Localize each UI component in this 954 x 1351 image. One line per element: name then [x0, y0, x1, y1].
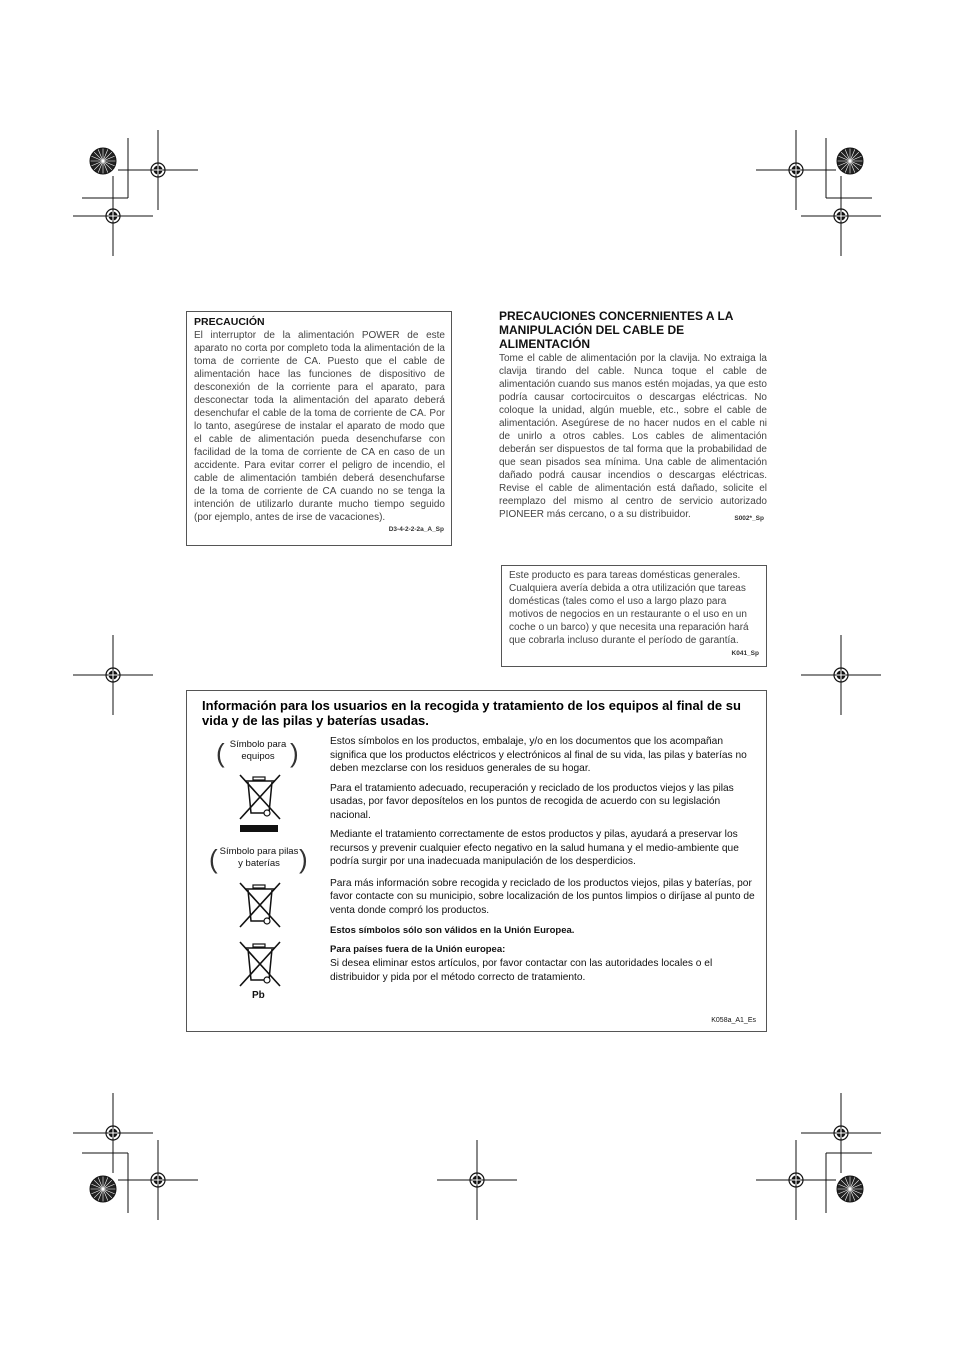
disposal-paragraph: Para más información sobre recogida y reciclado de los productos viejos, pilas y baterías, por favor contacte con su municipio, sobre localización de los puntos limpios o diríjase al punto de venta donde compró los productos.	[330, 877, 755, 916]
crossed-bin-batteries-icon	[236, 881, 284, 933]
disposal-title: Información para los usuarios en la recogida y tratamiento de los equipos al final de su vida y de las pilas y baterías usadas.	[202, 698, 741, 728]
left-paren-icon: (	[216, 738, 225, 768]
disposal-code: K058a_A1_Es	[711, 1017, 756, 1024]
domestic-use-box	[501, 565, 767, 667]
cable-section-text: Tome el cable de alimentación por la clavija. No extraiga la clavija tirando del cable. Nunca toque el cable de alimentación cuando sus manos estén mojadas, ya que esto podría causar cortocircuitos o descargas eléctricas. No coloque la unidad, algún mueble, etc., sobre el cable de alimentación. Asegúrese de no hacer nudos en el cable ni de unirlo a otros cables. Los cables de alimentación deberán ser dispuestos de tal forma que la probabilidad de que sean pisados sea mínima. Una cable de alimentación dañado podrá causar incendios o descargas eléctricas. Revise el cable de alimentación está dañado, solicite el reemplazo del mismo al centro de servicio autorizado PIONEER más cercano, o a su distribuidor.	[499, 353, 767, 520]
right-paren-icon: )	[299, 844, 308, 874]
cable-section	[499, 309, 767, 521]
caution-title: PRECAUCIÓN	[194, 316, 265, 328]
crossed-bin-equipment-icon	[236, 773, 284, 835]
disposal-paragraph: Estos símbolos en los productos, embalaje, y/o en los documentos que los acompañan significa que los productos eléctricos y electrónicos al final de su vida, las pilas y baterías no deben mezclarse con los residuos generales de su hogar.	[330, 736, 747, 774]
disposal-info-box	[186, 690, 767, 1032]
caution-code: D3-4-2-2-2a_A_Sp	[388, 526, 444, 533]
outside-eu-text: Si desea eliminar estos artículos, por favor contactar con las autoridades locales o el distribuidor y pida por el método correcto de tratamiento.	[330, 958, 713, 983]
outside-eu-title: Para países fuera de la Unión europea:	[330, 944, 506, 955]
caution-text: El interruptor de la alimentación POWER de este aparato no corta por completo toda la alimentación de la toma de corriente de CA. Puesto que el cable de alimentación hace las funciones de dispositivo de desconexión de la corriente para el aparato, para desconectar toda la alimentación del aparato deberá desenchufar el cable de la toma de corriente de CA. Por lo tanto, asegúrese de instalar el aparato de modo que el cable de alimentación pueda desenchufarse con facilidad de la toma de corriente de CA en caso de un accidente. Para evitar correr el peligro de incendio, el cable de alimentación también deberá desenchufarse de la toma de corriente de CA cuando no se tenga la intención de utilizarlo durante mucho tiempo seguido (por ejemplo, antes de irse de vacaciones).	[194, 330, 445, 523]
symbol-equipment-label: Símbolo para equipos	[229, 739, 287, 762]
cable-section-title: PRECAUCIONES CONCERNIENTES A LA MANIPULACIÓN DEL CABLE DE ALIMENTACIÓN	[499, 309, 734, 351]
left-paren-icon: (	[209, 844, 218, 874]
disposal-text-column	[330, 735, 758, 990]
pb-label: Pb	[252, 990, 265, 1001]
caution-box	[186, 311, 452, 546]
disposal-paragraph: Para el tratamiento adecuado, recuperación y reciclado de los productos viejos y las pilas usadas, por favor deposítelos en los puntos de recogida de acuerdo con su legislación nacional.	[330, 782, 734, 821]
symbol-batteries-label: Símbolo para pilas y baterías	[219, 846, 299, 869]
crop-lines-top-left	[82, 138, 128, 198]
right-paren-icon: )	[290, 738, 299, 768]
cable-section-code: S002*_Sp	[734, 515, 764, 522]
crossed-bin-pb-icon	[236, 940, 284, 992]
disposal-paragraph: Mediante el tratamiento correctamente de estos productos y pilas, ayudará a preservar los recursos y prevenir cualquier efecto negativo en la salud humana y el medio-ambiente que podría surgir por una inadecuada manipulación de los desperdicios.	[330, 829, 739, 867]
domestic-use-text: Este producto es para tareas domésticas generales. Cualquiera avería debida a otra utilización que tareas domésticas (tales como el uso a largo plazo para motivos de negocios en un restaurante o el uso en un coche o un barco) y que necesita una reparación hará que cobrarla incluso durante el período de garantía.	[509, 570, 749, 646]
domestic-use-code: K041_Sp	[731, 650, 759, 657]
eu-note: Estos símbolos sólo son válidos en la Unión Europea.	[330, 925, 575, 936]
